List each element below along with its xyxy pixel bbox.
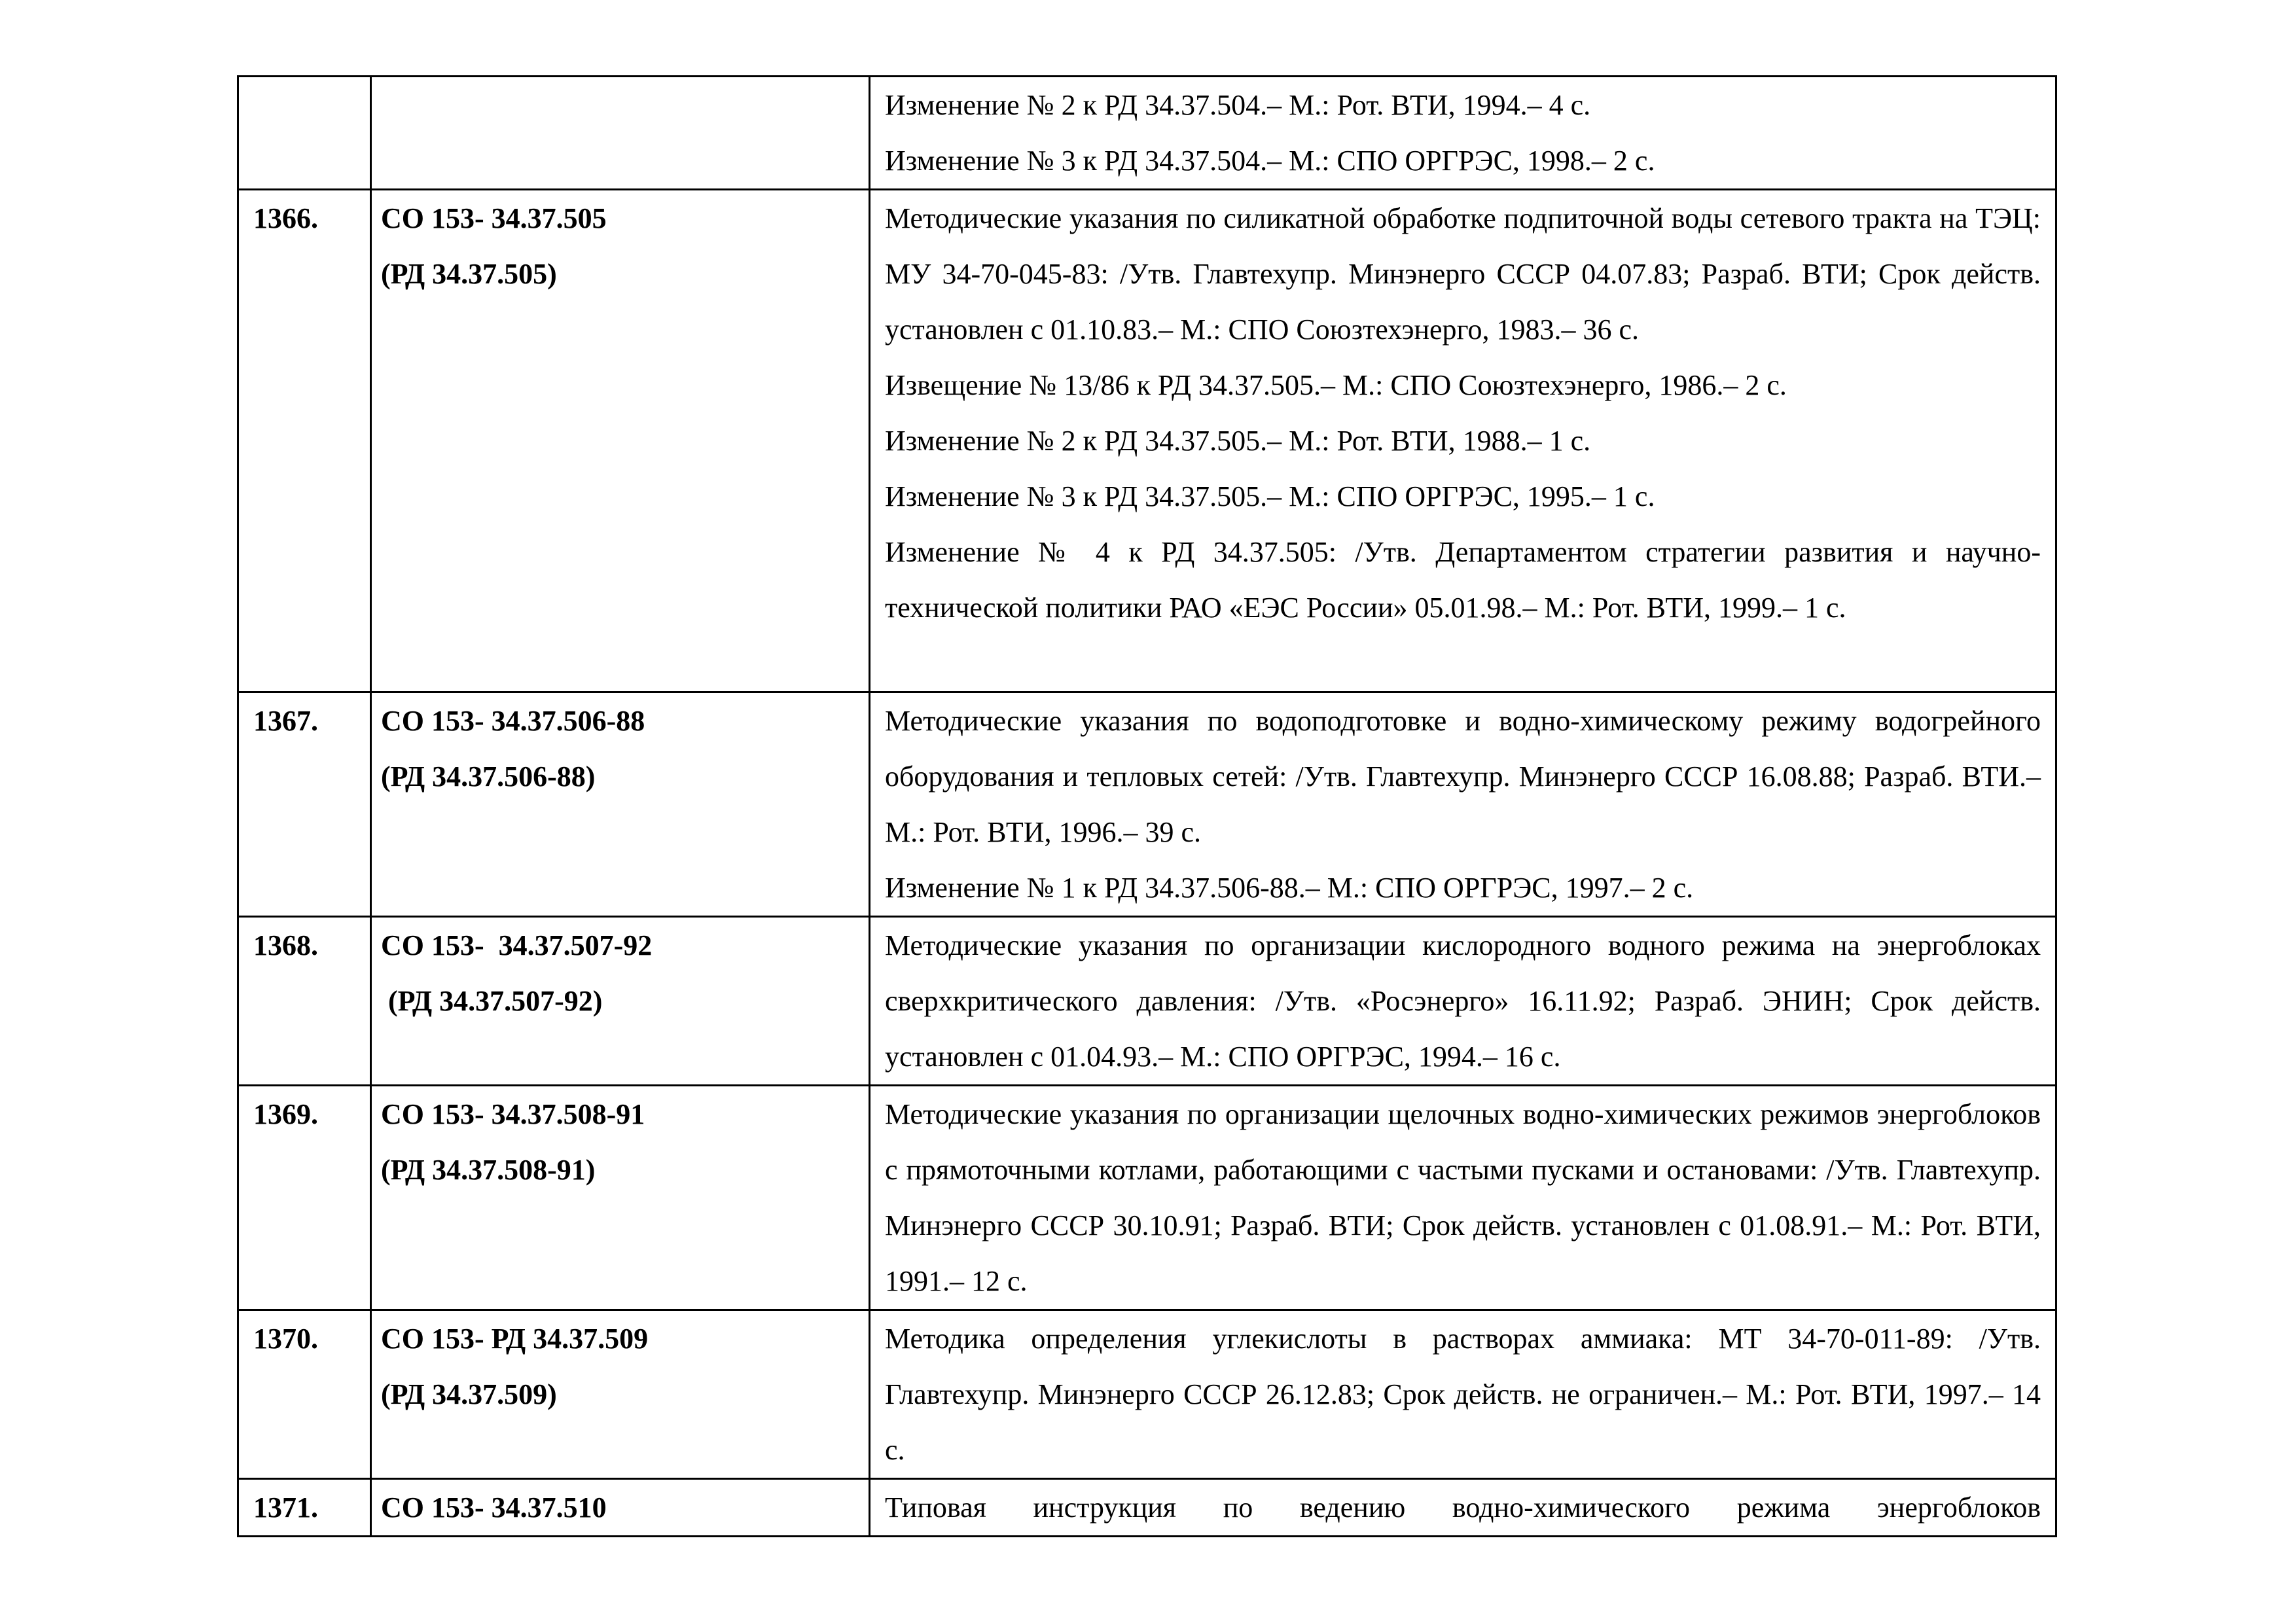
entry-number: 1371. <box>238 1479 371 1537</box>
description-paragraph: Методические указания по организации кислородного водного режима на энергоблоках сверхкритического давления: /Утв. «Росэнерго» 16.11.92; Разраб. ЭНИН; Срок действ. установлен с 01.04.93.– М.: СПО ОРГРЭС, 1994.– 16 с. <box>885 929 2041 1073</box>
code-line: СО 153- 34.37.510 <box>381 1491 607 1524</box>
code-line: (РД 34.37.508-91) <box>381 1154 596 1186</box>
code-line: (РД 34.37.507-92) <box>381 985 603 1017</box>
description-paragraph: Методика определения углекислоты в растворах аммиака: МТ 34-70-011-89: /Утв. Главтехупр. Минэнерго СССР 26.12.83; Срок действ. не ограничен.– М.: Рот. ВТИ, 1997.– 14 с. <box>885 1323 2041 1466</box>
code-line: СО 153- РД 34.37.509 <box>381 1323 649 1355</box>
description-paragraph: Типовая инструкция по ведению водно-химического режима энергоблоков <box>885 1491 2041 1524</box>
code-line: (РД 34.37.509) <box>381 1378 557 1410</box>
table-row <box>238 1479 2056 1537</box>
entry-number: 1370. <box>238 1310 371 1479</box>
description-paragraph: Изменение № 2 к РД 34.37.504.– М.: Рот. ВТИ, 1994.– 4 с. <box>885 89 1591 121</box>
description-paragraph: Методические указания по силикатной обработке подпиточной воды сетевого тракта на ТЭЦ: МУ 34-70-045-83: /Утв. Главтехупр. Минэнерго СССР 04.07.83; Разраб. ВТИ; Срок действ. установлен с 01.10.83.– М.: СПО Союзтехэнерго, 1983.– 36 с. <box>885 202 2041 346</box>
document-description <box>870 692 2056 917</box>
document-code <box>371 77 870 190</box>
code-line: СО 153- 34.37.505 <box>381 202 607 234</box>
document-code <box>371 917 870 1086</box>
document-code <box>371 692 870 917</box>
document-code <box>371 1310 870 1479</box>
description-paragraph: Извещение № 13/86 к РД 34.37.505.– М.: СПО Союзтехэнерго, 1986.– 2 с. <box>885 369 1787 401</box>
standards-table-body <box>238 77 2056 1537</box>
document-description <box>870 1310 2056 1479</box>
code-line: (РД 34.37.506-88) <box>381 760 596 793</box>
description-paragraph: Изменение № 1 к РД 34.37.506-88.– М.: СПО ОРГРЭС, 1997.– 2 с. <box>885 872 1694 904</box>
code-line: СО 153- 34.37.507-92 <box>381 929 653 961</box>
document-code <box>371 1086 870 1310</box>
code-line: (РД 34.37.505) <box>381 258 557 290</box>
document-description <box>870 1086 2056 1310</box>
document-description <box>870 190 2056 692</box>
document-description <box>870 917 2056 1086</box>
table-row <box>238 1086 2056 1310</box>
standards-table <box>237 75 2057 1537</box>
description-paragraph: Изменение № 2 к РД 34.37.505.– М.: Рот. ВТИ, 1988.– 1 с. <box>885 425 1591 457</box>
code-line: СО 153- 34.37.506-88 <box>381 705 645 737</box>
table-row <box>238 190 2056 692</box>
entry-number: 1367. <box>238 692 371 917</box>
table-row <box>238 1310 2056 1479</box>
description-paragraph: Методические указания по организации щелочных водно-химических режимов энергоблоков с прямоточными котлами, работающими с частыми пусками и остановами: /Утв. Главтехупр. Минэнерго СССР 30.10.91; Разраб. ВТИ; Срок действ. установлен с 01.08.91.– М.: Рот. ВТИ, 1991.– 12 с. <box>885 1098 2041 1297</box>
table-row <box>238 692 2056 917</box>
entry-number: 1369. <box>238 1086 371 1310</box>
description-paragraph: Изменение № 4 к РД 34.37.505: /Утв. Департаментом стратегии развития и научно-технической политики РАО «ЕЭС России» 05.01.98.– М.: Рот. ВТИ, 1999.– 1 с. <box>885 536 2041 624</box>
description-paragraph: Изменение № 3 к РД 34.37.505.– М.: СПО ОРГРЭС, 1995.– 1 с. <box>885 480 1655 512</box>
table-row <box>238 77 2056 190</box>
entry-number: 1366. <box>238 190 371 692</box>
document-code <box>371 190 870 692</box>
entry-number <box>238 77 371 190</box>
description-paragraph: Изменение № 3 к РД 34.37.504.– М.: СПО ОРГРЭС, 1998.– 2 с. <box>885 145 1655 177</box>
document-code <box>371 1479 870 1537</box>
description-paragraph: Методические указания по водоподготовке и водно-химическому режиму водогрейного оборудования и тепловых сетей: /Утв. Главтехупр. Минэнерго СССР 16.08.88; Разраб. ВТИ.– М.: Рот. ВТИ, 1996.– 39 с. <box>885 705 2041 848</box>
document-description <box>870 1479 2056 1537</box>
entry-number: 1368. <box>238 917 371 1086</box>
document-description <box>870 77 2056 190</box>
table-row <box>238 917 2056 1086</box>
code-line: СО 153- 34.37.508-91 <box>381 1098 645 1130</box>
